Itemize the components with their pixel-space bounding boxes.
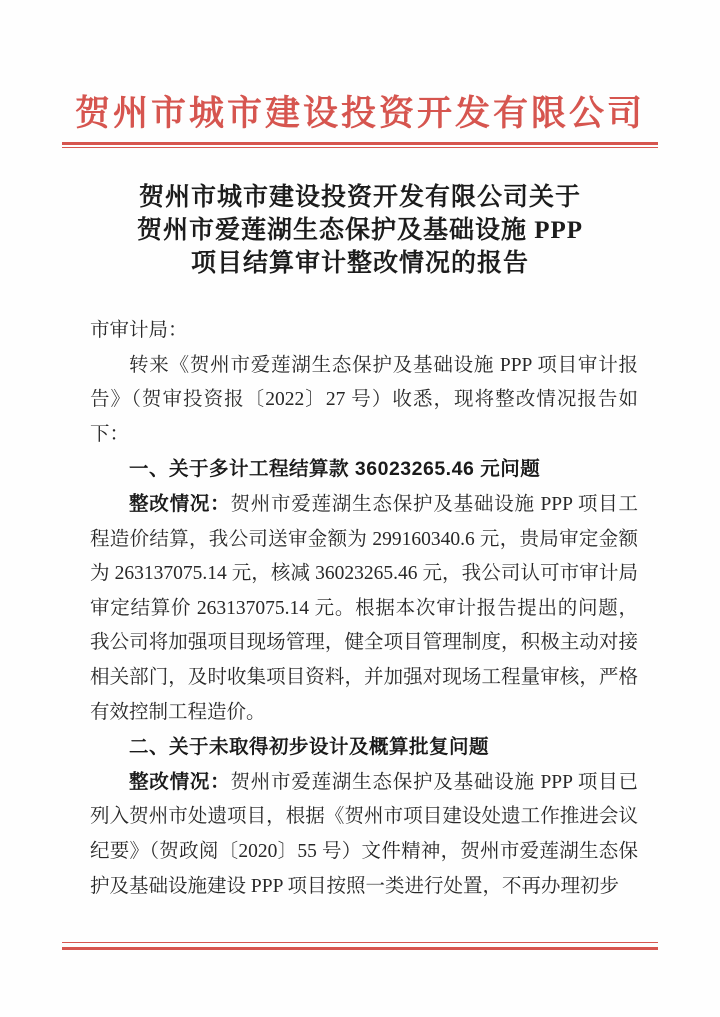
footer-separator-line [62, 942, 658, 950]
section-1-paragraph [90, 487, 638, 730]
document-body [90, 314, 638, 904]
intro-paragraph: 转来《贺州市爱莲湖生态保护及基础设施 PPP 项目审计报告》（贺审投资报〔2022〕27 号）收悉，现将整改情况报告如下： [90, 354, 638, 445]
letterhead-separator-line [62, 142, 658, 148]
document-title [0, 181, 720, 280]
document-title-line-2: 贺州市爱莲湖生态保护及基础设施 PPP [136, 217, 584, 244]
section-1-heading: 一、关于多计工程结算款 36023265.46 元问题 [129, 458, 541, 481]
letterhead-org-name: 贺州市城市建设投资开发有限公司 [74, 94, 645, 133]
section-2-text: 贺州市爱莲湖生态保护及基础设施 PPP 项目已列入贺州市处遗项目，根据《贺州市项目建设处遗工作推进会议纪要》（贺政阅〔2020〕55 号）文件精神，贺州市爱莲湖生态保护及基础设施建设 PPP 项目按照一类进行处置，不再办理初步 [90, 771, 638, 897]
section-1-text: 贺州市爱莲湖生态保护及基础设施 PPP 项目工程造价结算，我公司送审金额为 299160340.6 元，贵局审定金额为 263137075.14 元，核减 36023265.46 元，我公司认可市审计局审定结算价 263137075.14 元。根据本次审计报告提出的问题，我公司将加强项目现场管理，健全项目管理制度，积极主动对接相关部门，及时收集项目资料，并加强对现场工程量审核，严格有效控制工程造价。 [90, 493, 638, 723]
section-2-bold-lead: 整改情况： [129, 770, 231, 793]
section-2-heading: 二、关于未取得初步设计及概算批复问题 [129, 736, 490, 759]
section-2-paragraph [90, 765, 638, 904]
salutation: 市审计局： [90, 320, 188, 341]
document-title-line-1: 贺州市城市建设投资开发有限公司关于 [138, 184, 581, 211]
document-title-line-3: 项目结算审计整改情况的报告 [190, 250, 529, 277]
section-1-bold-lead: 整改情况： [129, 492, 231, 515]
